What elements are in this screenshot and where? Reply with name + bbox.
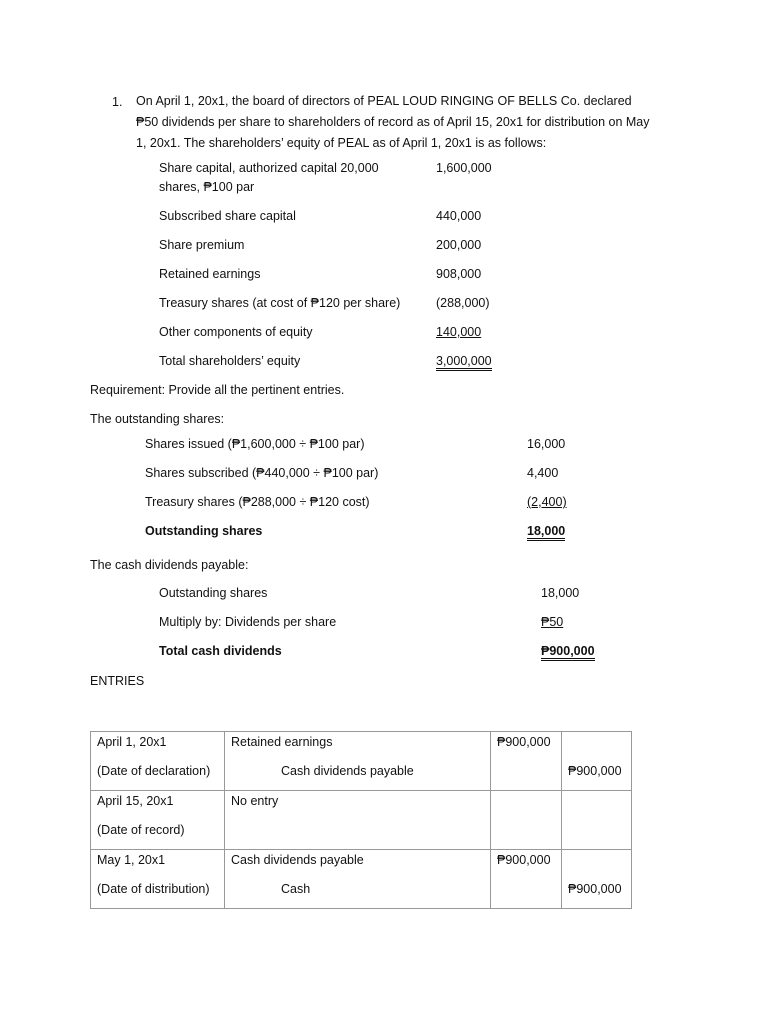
equity-label: Treasury shares (at cost of ₱120 per share) bbox=[159, 296, 401, 310]
entry-date: April 1, 20x1 bbox=[97, 735, 167, 749]
outstanding-value: (2,400) bbox=[527, 495, 567, 509]
outstanding-heading: The outstanding shares: bbox=[90, 412, 225, 426]
credit-account: Cash bbox=[281, 882, 311, 896]
credit-amount: ₱900,000 bbox=[568, 882, 622, 896]
table-row bbox=[91, 791, 632, 850]
entry-date: May 1, 20x1 bbox=[97, 853, 166, 867]
table-row bbox=[91, 732, 632, 791]
debit-amount: ₱900,000 bbox=[497, 735, 551, 749]
entry-date-cell bbox=[91, 791, 225, 850]
credit-amount: ₱900,000 bbox=[568, 764, 622, 778]
credit-cell bbox=[562, 791, 632, 850]
credit-cell bbox=[562, 850, 632, 909]
requirement-text: Requirement: Provide all the pertinent entries. bbox=[90, 383, 345, 397]
credit-account: Cash dividends payable bbox=[281, 764, 414, 778]
outstanding-label: Treasury shares (₱288,000 ÷ ₱120 cost) bbox=[145, 495, 370, 509]
equity-label-share-capital-1: Share capital, authorized capital 20,000 bbox=[159, 161, 379, 175]
dividends-value: ₱50 bbox=[541, 615, 564, 629]
debit-cell bbox=[491, 732, 562, 791]
debit-account: Retained earnings bbox=[231, 735, 333, 749]
problem-intro: On April 1, 20x1, the board of directors of PEAL LOUD RINGING OF BELLS Co. declared ₱50 dividends per share to shareholders of record as of April 15, 20x1 for distribution on May 1, 20x1. The shareholders’ equity of PEAL as of April 1, 20x1 is as follows: bbox=[136, 94, 650, 150]
outstanding-value: 16,000 bbox=[527, 437, 566, 451]
outstanding-label: Shares issued (₱1,600,000 ÷ ₱100 par) bbox=[145, 437, 365, 451]
journal-entries-table bbox=[90, 731, 632, 909]
debit-amount: ₱900,000 bbox=[497, 853, 551, 867]
equity-total-label: Total shareholders’ equity bbox=[159, 354, 301, 368]
debit-account: Cash dividends payable bbox=[231, 853, 364, 867]
equity-value: 440,000 bbox=[436, 209, 482, 223]
equity-label: Retained earnings bbox=[159, 267, 261, 281]
spacer bbox=[562, 732, 631, 761]
credit-account bbox=[225, 820, 490, 849]
credit-cell bbox=[562, 732, 632, 791]
entry-account-cell bbox=[225, 791, 491, 850]
problem-number: 1. bbox=[112, 95, 123, 109]
dividends-label: Multiply by: Dividends per share bbox=[159, 615, 337, 629]
dividends-total-value: ₱900,000 bbox=[541, 645, 595, 661]
equity-value: (288,000) bbox=[436, 296, 490, 310]
spacer bbox=[562, 850, 631, 879]
dividends-label: Outstanding shares bbox=[159, 586, 268, 600]
entry-date-note: (Date of record) bbox=[97, 823, 185, 837]
equity-value: 140,000 bbox=[436, 325, 482, 339]
credit-amount bbox=[562, 820, 631, 849]
entries-heading: ENTRIES bbox=[90, 674, 145, 688]
equity-value: 908,000 bbox=[436, 267, 482, 281]
outstanding-total-label: Outstanding shares bbox=[145, 524, 263, 538]
entry-date-cell bbox=[91, 850, 225, 909]
debit-cell bbox=[491, 791, 562, 850]
equity-total-value: 3,000,000 bbox=[436, 355, 492, 371]
entry-date-cell bbox=[91, 732, 225, 791]
equity-label: Subscribed share capital bbox=[159, 209, 296, 223]
debit-cell bbox=[491, 850, 562, 909]
dividends-heading: The cash dividends payable: bbox=[90, 558, 249, 572]
table-row bbox=[91, 850, 632, 909]
dividends-value: 18,000 bbox=[541, 586, 580, 600]
outstanding-label: Shares subscribed (₱440,000 ÷ ₱100 par) bbox=[145, 466, 379, 480]
equity-label: Other components of equity bbox=[159, 325, 313, 339]
entry-account-cell bbox=[225, 850, 491, 909]
spacer bbox=[562, 791, 631, 820]
equity-value-share-capital: 1,600,000 bbox=[436, 161, 492, 175]
dividends-total-label: Total cash dividends bbox=[159, 644, 282, 658]
equity-value: 200,000 bbox=[436, 238, 482, 252]
entry-account-cell bbox=[225, 732, 491, 791]
debit-amount bbox=[491, 791, 561, 820]
entry-date: April 15, 20x1 bbox=[97, 794, 174, 808]
entry-date-note: (Date of distribution) bbox=[97, 882, 210, 896]
entry-date-note: (Date of declaration) bbox=[97, 764, 211, 778]
equity-label: Share premium bbox=[159, 238, 245, 252]
outstanding-total-value: 18,000 bbox=[527, 525, 565, 541]
outstanding-value: 4,400 bbox=[527, 466, 559, 480]
debit-account: No entry bbox=[231, 794, 279, 808]
equity-label-share-capital-2: shares, ₱100 par bbox=[159, 180, 255, 194]
